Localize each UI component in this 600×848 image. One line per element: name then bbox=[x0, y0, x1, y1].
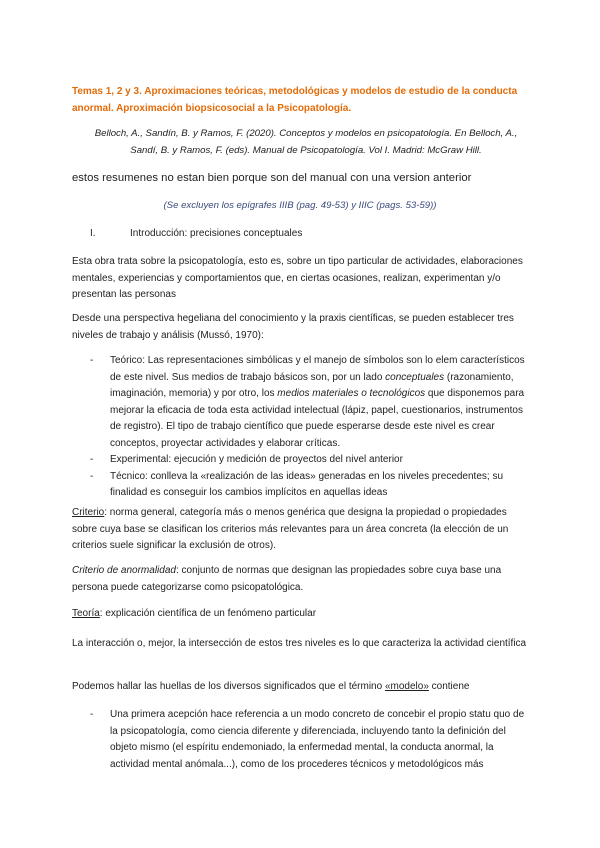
section-title: Introducción: precisiones conceptuales bbox=[130, 228, 303, 239]
tecnico-text: Técnico: conlleva la «realización de las ideas» generadas en los niveles precedentes; su finalidad es conseguir los cambios implícitos en aquellas ideas bbox=[110, 470, 504, 498]
criterio-paragraph bbox=[72, 505, 532, 555]
modelo-text-before: Podemos hallar las huellas de los diversos significados que el término bbox=[72, 681, 385, 692]
modelo-text-after: contiene bbox=[428, 681, 470, 692]
anormalidad-term: Criterio de anormalidad bbox=[72, 565, 176, 576]
section-heading bbox=[90, 226, 510, 243]
modelo-term: «modelo» bbox=[384, 681, 429, 692]
exclusion-note: (Se excluyen los epígrafes IIIB (pag. 49-53) y IIIC (pags. 53-59)) bbox=[163, 200, 437, 211]
list-item-tecnico bbox=[90, 469, 530, 502]
experimental-text: Experimental: ejecución y medición de proyectos del nivel anterior bbox=[110, 454, 403, 465]
list-item-teorico bbox=[90, 353, 530, 452]
list-item-experimental bbox=[90, 452, 530, 469]
dash-bullet: - bbox=[90, 454, 94, 465]
teoria-paragraph bbox=[72, 606, 532, 623]
teorico-text: Teórico: Las representaciones simbólicas y el manejo de símbolos son lo elem característicos de este nivel. Sus medios de trabajo básicos son, por un lado bbox=[110, 355, 525, 383]
list-item-acepcion-1 bbox=[90, 707, 530, 773]
dash-bullet: - bbox=[90, 709, 94, 720]
dash-bullet: - bbox=[90, 355, 94, 366]
teoria-term: Teoría bbox=[72, 608, 100, 619]
document-title: Temas 1, 2 y 3. Aproximaciones teóricas, metodológicas y modelos de estudio de la conducta anormal. Aproximación biopsicosocial a la Psicopatología. bbox=[72, 86, 518, 114]
teorico-text-2: (razonamiento, imaginación, memoria) y por otro, los bbox=[110, 371, 514, 399]
citation: Belloch, A., Sandín, B. y Ramos, F. (2020). Conceptos y modelos en psicopatología. En Belloch, A., Sandí, B. y Ramos, F. (eds). Manual de Psicopatología. Vol I. Madrid: McGraw Hill. bbox=[94, 128, 518, 156]
modelo-paragraph bbox=[72, 679, 532, 696]
dash-bullet: - bbox=[90, 470, 94, 482]
teorico-text-3: que disponemos para mejorar la eficacia de toda esta actividad intelectual (lápiz, papel, cuestionarios, instrumentos de registro). El tipo de trabajo científico que puede esperarse desde este nivel es crear conceptos, proyectar actividades y elaborar críticas. bbox=[110, 388, 525, 449]
teoria-text: : explicación científica de un fenómeno particular bbox=[99, 608, 317, 619]
anormalidad-paragraph bbox=[72, 563, 532, 596]
annotation-note: estos resumenes no estan bien porque son del manual con una version anterior bbox=[72, 172, 472, 184]
criterio-text: : norma general, categoría más o menos genérica que designa la propiedad o propiedades sobre cuya base se clasifican los criterios más relevantes para un área concreta (la elección de un criterios suele significar la exclusión de otros). bbox=[72, 507, 509, 551]
levels-list bbox=[90, 353, 530, 502]
teorico-italic-conceptuales: conceptuales bbox=[385, 371, 445, 383]
interaccion-paragraph: La interacción o, mejor, la intersección de estos tres niveles es lo que caracteriza la actividad científica bbox=[72, 638, 527, 649]
acepciones-list bbox=[90, 707, 530, 773]
intro-paragraph: Esta obra trata sobre la psicopatología, esto es, sobre un tipo particular de actividades, elaboraciones mentales, experiencias y comportamientos que, en ciertas ocasiones, realizan, experimentan y/o presentan las personas bbox=[72, 256, 523, 300]
anormalidad-text: : conjunto de normas que designan las propiedades sobre cuya base una persona puede categorizarse como psicopatológica. bbox=[72, 565, 502, 593]
teorico-italic-medios: medios materiales o tecnológicos bbox=[277, 388, 426, 399]
acepcion-1-text: Una primera acepción hace referencia a un modo concreto de concebir el propio statu quo de la psicopatología, como ciencia diferente y diferenciada, incluyendo tanto la definición del objeto mismo (el espíritu endemoniado, la enfermedad mental, la conducta anormal, la actividad mental anómala...), como de los procederes técnicos y metodológicos más bbox=[110, 709, 525, 770]
criterio-term: Criterio bbox=[72, 507, 105, 518]
section-number: I. bbox=[90, 228, 96, 239]
hegelian-paragraph: Desde una perspectiva hegeliana del conocimiento y la praxis científicas, se pueden establecer tres niveles de trabajo y análisis (Mussó, 1970): bbox=[72, 313, 514, 341]
